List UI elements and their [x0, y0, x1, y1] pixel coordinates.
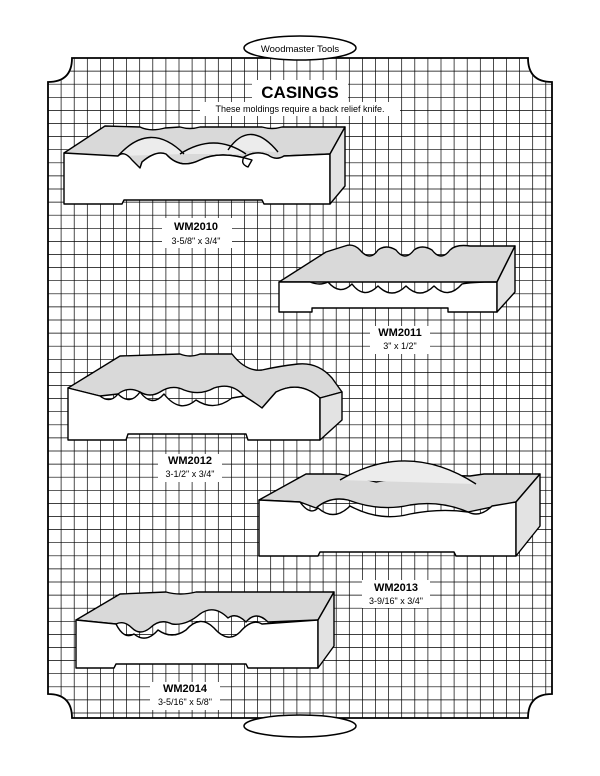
page-subtitle: These moldings require a back relief knife.: [215, 104, 385, 114]
page-title: CASINGS: [261, 83, 339, 102]
molding-size-wm2014: 3-5/16" x 5/8": [158, 697, 212, 707]
molding-size-wm2013: 3-9/16" x 3/4": [369, 596, 423, 606]
molding-size-wm2012: 3-1/2" x 3/4": [165, 469, 215, 479]
molding-size-wm2010: 3-5/8" x 3/4": [171, 236, 221, 246]
brand-badge: [244, 36, 356, 60]
molding-size-wm2011: 3" x 1/2": [383, 341, 417, 351]
molding-code-wm2013: WM2013: [373, 582, 419, 594]
molding-wm2010-drawing: [64, 126, 345, 204]
molding-code-wm2011: WM2011: [378, 327, 422, 339]
bottom-badge: [244, 715, 356, 737]
molding-wm2013-drawing: [259, 461, 540, 556]
brand-name: Woodmaster Tools: [260, 44, 340, 55]
molding-code-wm2012: WM2012: [167, 455, 213, 467]
molding-wm2014-drawing: [76, 592, 334, 668]
molding-code-wm2014: WM2014: [162, 683, 208, 695]
molding-code-wm2010: WM2010: [173, 221, 219, 233]
molding-wm2011-drawing: [279, 245, 515, 312]
